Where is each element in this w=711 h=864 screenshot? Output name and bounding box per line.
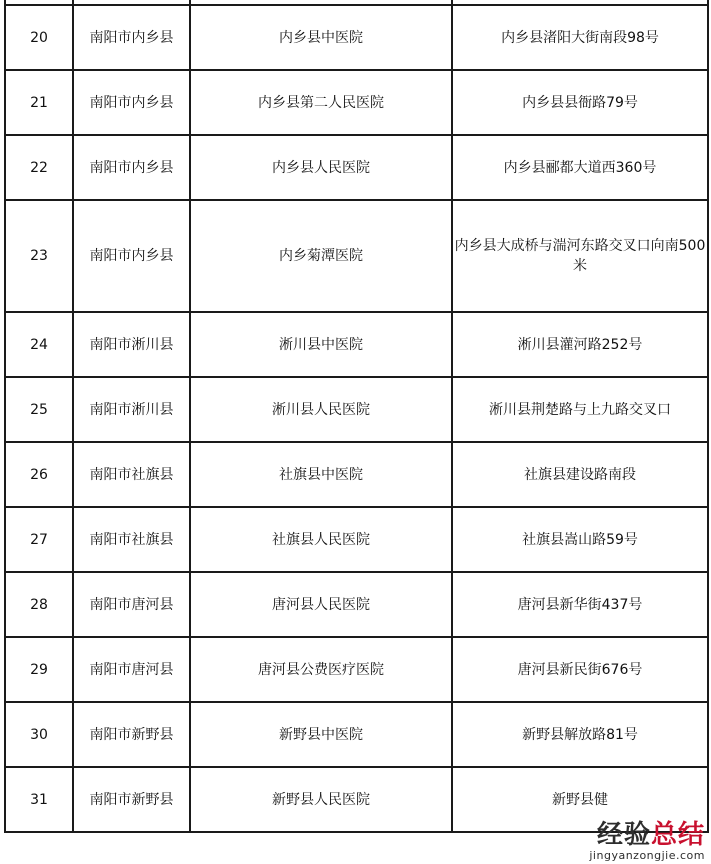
hospital-name: 内乡菊潭医院 [190,200,452,312]
city-county: 南阳市内乡县 [73,5,190,70]
row-number: 29 [5,637,73,702]
city-county: 南阳市内乡县 [73,70,190,135]
city-county: 南阳市内乡县 [73,135,190,200]
hospital-name: 新野县中医院 [190,702,452,767]
row-number: 26 [5,442,73,507]
city-county: 南阳市唐河县 [73,572,190,637]
hospital-address: 新野县健 [452,767,708,832]
table-row [5,507,708,572]
hospital-address: 内乡县渚阳大街南段98号 [452,5,708,70]
city-county: 南阳市社旗县 [73,507,190,572]
hospital-name: 淅川县中医院 [190,312,452,377]
city-county: 南阳市内乡县 [73,200,190,312]
hospital-address: 唐河县新民街676号 [452,637,708,702]
watermark-url: jingyanzongjie.com [589,849,705,862]
table-row [5,377,708,442]
city-county: 南阳市淅川县 [73,312,190,377]
watermark-logo-text: 经验总结 [596,820,705,850]
row-number: 21 [5,70,73,135]
hospital-table [4,0,709,833]
hospital-name: 唐河县人民医院 [190,572,452,637]
row-number: 20 [5,5,73,70]
city-county: 南阳市淅川县 [73,377,190,442]
hospital-name: 新野县人民医院 [190,767,452,832]
table-row [5,135,708,200]
row-number: 31 [5,767,73,832]
table-row [5,637,708,702]
row-number: 22 [5,135,73,200]
hospital-address: 内乡县郦都大道西360号 [452,135,708,200]
row-number: 27 [5,507,73,572]
table-row [5,767,708,832]
table-row [5,312,708,377]
table-row [5,200,708,312]
hospital-address: 内乡县县衙路79号 [452,70,708,135]
row-number: 30 [5,702,73,767]
row-number: 23 [5,200,73,312]
hospital-address: 淅川县灌河路252号 [452,312,708,377]
table-row [5,572,708,637]
hospital-address: 社旗县建设路南段 [452,442,708,507]
table-row [5,702,708,767]
city-county: 南阳市新野县 [73,702,190,767]
table-row [5,5,708,70]
hospital-name: 唐河县公费医疗医院 [190,637,452,702]
table-row [5,70,708,135]
hospital-name: 社旗县人民医院 [190,507,452,572]
row-number: 28 [5,572,73,637]
row-number: 25 [5,377,73,442]
hospital-address: 内乡县大成桥与湍河东路交叉口向南500米 [452,200,708,312]
hospital-address: 淅川县荆楚路与上九路交叉口 [452,377,708,442]
hospital-name: 内乡县中医院 [190,5,452,70]
hospital-address: 社旗县嵩山路59号 [452,507,708,572]
hospital-address: 新野县解放路81号 [452,702,708,767]
city-county: 南阳市社旗县 [73,442,190,507]
hospital-name: 内乡县第二人民医院 [190,70,452,135]
hospital-name: 内乡县人民医院 [190,135,452,200]
hospital-name: 淅川县人民医院 [190,377,452,442]
hospital-name: 社旗县中医院 [190,442,452,507]
city-county: 南阳市新野县 [73,767,190,832]
city-county: 南阳市唐河县 [73,637,190,702]
table-row [5,442,708,507]
hospital-address: 唐河县新华街437号 [452,572,708,637]
row-number: 24 [5,312,73,377]
